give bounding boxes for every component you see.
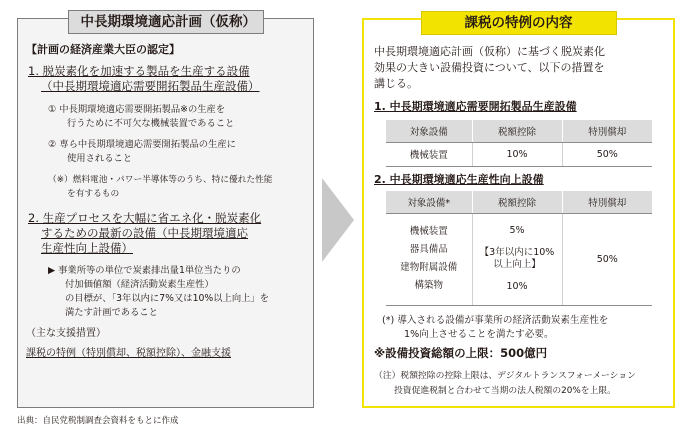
bullet-line3: の目標が、「3年以内に7%又は10%以上向上」を bbox=[65, 293, 270, 304]
t1-cell-depreciation: 50% bbox=[562, 142, 652, 166]
intro-line1: 中長期環境適応計画（仮称）に基づく脱炭素化 bbox=[374, 45, 605, 58]
bullet-line4: 満たす計画であること bbox=[65, 307, 158, 318]
footnote-line1: （注）税額控除の控除上限は、デジタルトランスフォーメーション bbox=[374, 371, 636, 381]
item2-line2: するための最新の設備（中長期環境適応 bbox=[41, 226, 248, 240]
table-section2 bbox=[386, 191, 652, 306]
sub2-line2: 使用されること bbox=[67, 153, 133, 164]
sub2-line1: ② 専ら中長期環境適応需要開拓製品の生産に bbox=[48, 139, 236, 150]
t2-tax-mid-line1: 【3年以内に10% bbox=[479, 247, 555, 258]
plan-panel bbox=[17, 14, 314, 408]
t1-header-equipment: 対象設備 bbox=[386, 120, 472, 142]
tax-panel-title: 課税の特例の内容 bbox=[421, 11, 617, 35]
t2-equipment-item: 構築物 bbox=[414, 280, 443, 291]
plan-panel-title: 中長期環境適応計画（仮称） bbox=[68, 10, 264, 34]
t2-equipment-list bbox=[386, 213, 472, 305]
t2-equipment-item: 器具備品 bbox=[409, 244, 448, 255]
t1-header-tax: 税額控除 bbox=[472, 120, 562, 142]
item2-line1: 2. 生産プロセスを大幅に省エネ化・脱炭素化 bbox=[28, 211, 262, 225]
equipment-note-line2: 1%向上させることを満たす必要。 bbox=[404, 329, 554, 340]
t2-equipment-item: 建物附属設備 bbox=[400, 262, 458, 273]
item2-line3: 生産性向上設備） bbox=[41, 241, 133, 255]
bullet-line2: 付加価値額（経済活動炭素生産性） bbox=[65, 279, 214, 290]
sub1-line1: ① 中長期環境適応需要開拓製品※の生産を bbox=[48, 104, 226, 115]
t1-cell-tax: 10% bbox=[472, 142, 562, 166]
section1-title: 1. 中長期環境適応需要開拓製品生産設備 bbox=[374, 100, 577, 113]
t2-header-equipment: 対象設備* bbox=[386, 191, 472, 213]
investment-limit: ※設備投資総額の上限：500億円 bbox=[374, 346, 548, 360]
t2-header-tax: 税額控除 bbox=[472, 191, 562, 213]
bullet-line1: ▶ 事業所等の単位で炭素排出量1単位当たりの bbox=[48, 265, 241, 276]
section2-title: 2. 中長期環境適応生産性向上設備 bbox=[374, 173, 544, 186]
tax-panel bbox=[362, 15, 675, 408]
t2-tax-top: 5% bbox=[509, 225, 525, 236]
t2-tax-bottom: 10% bbox=[506, 281, 528, 292]
table-section1 bbox=[386, 120, 652, 167]
t2-header-depreciation: 特別償却 bbox=[562, 191, 652, 213]
t2-depreciation-cell: 50% bbox=[562, 213, 652, 305]
note-line2: を有するもの bbox=[67, 189, 120, 199]
right-arrow-icon bbox=[322, 178, 354, 262]
t1-cell-equipment: 機械装置 bbox=[386, 142, 472, 166]
support-heading: （主な支援措置） bbox=[26, 328, 106, 339]
t2-tax-cell bbox=[472, 213, 562, 305]
intro-line2: 効果の大きい設備投資について、以下の措置を bbox=[374, 61, 605, 74]
support-text: 課税の特例（特別償却、税額控除）、金融支援 bbox=[26, 348, 231, 359]
sub1-line2: 行うために不可欠な機械装置であること bbox=[67, 118, 235, 129]
t1-header-depreciation: 特別償却 bbox=[562, 120, 652, 142]
source-credit: 出典：自民党税制調査会資料をもとに作成 bbox=[17, 416, 179, 426]
plan-heading: 【計画の経済産業大臣の認定】 bbox=[26, 43, 180, 56]
item1-line2: （中長期環境適応需要開拓製品生産設備） bbox=[41, 79, 260, 93]
intro-line3: 講じる。 bbox=[374, 77, 418, 90]
footnote-line2: 投資促進税制と合わせて当期の法人税額の20%を上限。 bbox=[394, 386, 616, 396]
t2-equipment-item: 機械装置 bbox=[409, 226, 448, 237]
note-line1: （※）燃料電池・パワー半導体等のうち、特に優れた性能 bbox=[48, 175, 273, 185]
item1-line1: 1. 脱炭素化を加速する製品を生産する設備 bbox=[28, 64, 250, 78]
t2-tax-mid-line2: 以上向上】 bbox=[493, 259, 541, 270]
equipment-note-line1: (*) 導入される設備が事業所の経済活動炭素生産性を bbox=[382, 315, 609, 326]
